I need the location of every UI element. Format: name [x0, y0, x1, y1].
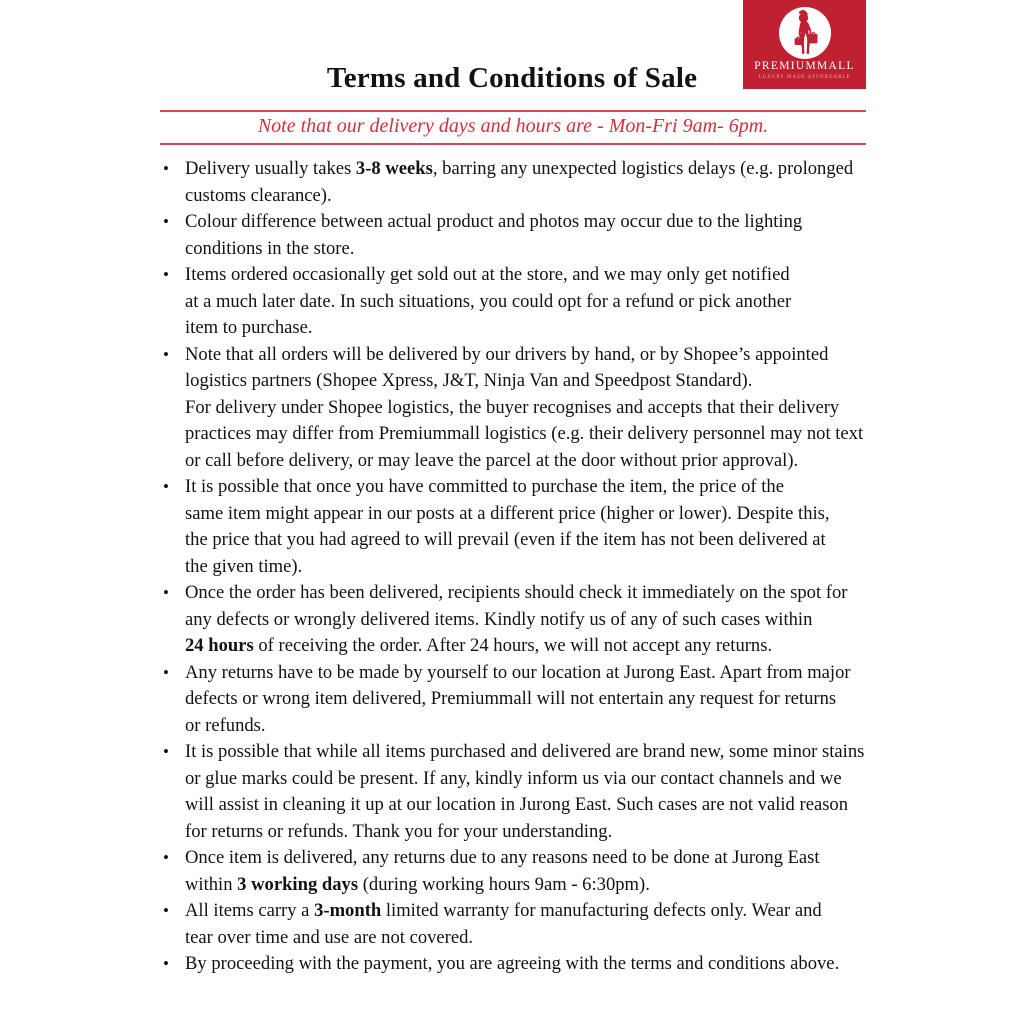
term-item: • All items carry a 3-month limited warranty for manufacturing defects only. Wear and tear over time and use are not covered.: [160, 898, 866, 951]
term-item: • Items ordered occasionally get sold out at the store, and we may only get notified at a much later date. In such situations, you could opt for a refund or pick another item to purchase.: [160, 262, 866, 342]
woman-shopper-icon: [779, 7, 831, 59]
term-item: • Note that all orders will be delivered by our drivers by hand, or by Shopee’s appointed logistics partners (Shopee Xpress, J&T, Ninja Van and Speedpost Standard). For delivery under Shopee logistics, the buyer recognises and accepts that their delivery practices may differ from Premiummall logistics (e.g. their delivery personnel may not text or call before delivery, or may leave the parcel at the door without prior approval).: [160, 342, 866, 475]
term-item: • Delivery usually takes 3-8 weeks, barring any unexpected logistics delays (e.g. prolonged customs clearance).: [160, 156, 866, 209]
delivery-note-text: Note that our delivery days and hours are - Mon-Fri 9am- 6pm.: [257, 115, 769, 137]
logo-brand-name: PREMIUMMALL: [754, 60, 855, 72]
term-item: • It is possible that once you have committed to purchase the item, the price of the same item might appear in our posts at a different price (higher or lower). Despite this, the price that you had agreed to will prevail (even if the item has not been delivered at the given time).: [160, 474, 866, 580]
document-body: [160, 110, 866, 978]
premiummall-logo: [743, 0, 866, 89]
logo-circle: [779, 7, 831, 59]
term-item: • Once item is delivered, any returns due to any reasons need to be done at Jurong East within 3 working days (during working hours 9am - 6:30pm).: [160, 845, 866, 898]
term-item: • By proceeding with the payment, you are agreeing with the terms and conditions above.: [160, 951, 866, 978]
delivery-note-banner: [160, 110, 866, 145]
term-item: • Colour difference between actual product and photos may occur due to the lighting conditions in the store.: [160, 209, 866, 262]
term-item: • Once the order has been delivered, recipients should check it immediately on the spot for any defects or wrongly delivered items. Kindly notify us of any of such cases within 24 hours of receiving the order. After 24 hours, we will not accept any returns.: [160, 580, 866, 660]
logo-tagline: LUXURY MADE AFFORDABLE: [758, 74, 851, 80]
term-item: • It is possible that while all items purchased and delivered are brand new, some minor stains or glue marks could be present. If any, kindly inform us via our contact channels and we will assist in cleaning it up at our location in Jurong East. Such cases are not valid reason for returns or refunds. Thank you for your understanding.: [160, 739, 866, 845]
term-item: • Any returns have to be made by yourself to our location at Jurong East. Apart from major defects or wrong item delivered, Premiummall will not entertain any request for returns or refunds.: [160, 660, 866, 740]
terms-list: [160, 156, 866, 978]
page-title: Terms and Conditions of Sale: [326, 62, 698, 94]
